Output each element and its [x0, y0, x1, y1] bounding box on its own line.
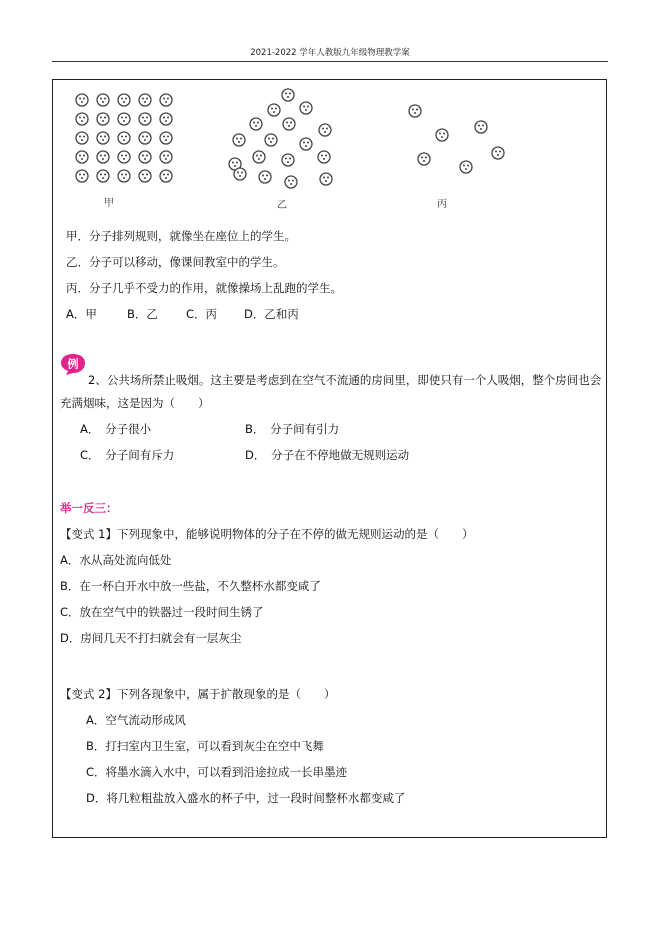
solid-molecule-5 — [160, 94, 172, 106]
solid-molecule-22 — [97, 170, 109, 182]
example-badge — [60, 352, 86, 376]
solid-molecules-grid — [76, 94, 172, 182]
liquid-molecule-8 — [265, 134, 277, 146]
gas-molecule-2 — [436, 129, 448, 141]
q2-stem-line2: 充满烟味，这是因为（ ） — [60, 396, 210, 410]
solid-molecule-25 — [160, 170, 172, 182]
figure-label-yi: 乙 — [277, 200, 287, 211]
solid-molecule-15 — [160, 132, 172, 144]
q2-option-d: D． 分子在不停地做无规则运动 — [245, 448, 410, 462]
solid-molecule-24 — [139, 170, 151, 182]
liquid-molecule-12 — [282, 154, 294, 166]
solid-molecule-20 — [160, 151, 172, 163]
solid-molecule-1 — [76, 94, 88, 106]
liquid-molecule-7 — [233, 134, 245, 146]
q1-statement-jia: 甲．分子排列规则，就像坐在座位上的学生。 — [66, 229, 296, 243]
practice-section-title: 举一反三： — [60, 501, 118, 515]
solid-molecule-6 — [76, 113, 88, 125]
liquid-molecule-13 — [318, 151, 330, 163]
page-header: 2021-2022 学年人教版九年级物理教学案 — [250, 48, 410, 58]
variant2-stem: 【变式 2】下列各现象中，属于扩散现象的是（ ） — [60, 687, 336, 701]
variant1-option-b: B．在一杯白开水中放一些盐，不久整杯水都变咸了 — [60, 579, 321, 593]
liquid-molecule-6 — [319, 124, 331, 136]
solid-molecule-3 — [118, 94, 130, 106]
solid-molecule-8 — [118, 113, 130, 125]
gas-molecule-6 — [492, 147, 504, 159]
variant2-option-b: B．打扫室内卫生室，可以看到灰尘在空中飞舞 — [86, 739, 324, 753]
gas-molecules-scatter — [409, 105, 504, 173]
q1-statement-yi: 乙．分子可以移动，像课间教室中的学生。 — [66, 255, 285, 269]
solid-molecule-18 — [118, 151, 130, 163]
variant2-option-d: D．将几粒粗盐放入盛水的杯子中，过一段时间整杯水都变咸了 — [86, 791, 406, 805]
variant2-option-a: A．空气流动形成风 — [86, 713, 186, 727]
solid-molecule-7 — [97, 113, 109, 125]
liquid-molecule-17 — [320, 173, 332, 185]
solid-molecule-4 — [139, 94, 151, 106]
liquid-molecule-14 — [234, 168, 246, 180]
solid-molecule-17 — [97, 151, 109, 163]
solid-molecule-14 — [139, 132, 151, 144]
q1-option-a: A．甲 — [66, 307, 97, 321]
liquid-molecule-9 — [300, 138, 312, 150]
solid-molecule-16 — [76, 151, 88, 163]
liquid-molecule-11 — [253, 151, 265, 163]
header-rule — [52, 61, 608, 62]
q2-option-a: A． 分子很小 — [80, 422, 152, 436]
gas-molecule-4 — [418, 153, 430, 165]
variant1-option-d: D．房间几天不打扫就会有一层灰尘 — [60, 631, 242, 645]
gas-molecule-1 — [409, 105, 421, 117]
variant1-option-c: C．放在空气中的铁器过一段时间生锈了 — [60, 605, 264, 619]
liquid-molecule-1 — [282, 89, 294, 101]
q2-option-b: B． 分子间有引力 — [245, 422, 340, 436]
molecule-arrangement-figure — [60, 82, 540, 217]
liquid-molecule-4 — [250, 118, 262, 130]
figure-label-jia: 甲 — [104, 198, 114, 209]
solid-molecule-12 — [97, 132, 109, 144]
liquid-molecule-16 — [285, 176, 297, 188]
liquid-molecule-15 — [259, 171, 271, 183]
liquid-molecule-5 — [283, 118, 295, 130]
solid-molecule-13 — [118, 132, 130, 144]
liquid-molecules-cluster — [229, 89, 332, 188]
solid-molecule-11 — [76, 132, 88, 144]
figure-label-bing: 丙 — [437, 199, 447, 210]
solid-molecule-10 — [160, 113, 172, 125]
variant1-stem: 【变式 1】下列现象中，能够说明物体的分子在不停的做无规则运动的是（ ） — [60, 527, 474, 541]
q1-option-c: C．丙 — [186, 307, 218, 321]
q1-statement-bing: 丙．分子几乎不受力的作用，就像操场上乱跑的学生。 — [66, 281, 342, 295]
q2-option-c: C． 分子间有斥力 — [80, 448, 175, 462]
solid-molecule-23 — [118, 170, 130, 182]
liquid-molecule-3 — [300, 102, 312, 114]
solid-molecule-19 — [139, 151, 151, 163]
solid-molecule-9 — [139, 113, 151, 125]
variant1-option-a: A．水从高处流向低处 — [60, 553, 172, 567]
example-badge-text: 例 — [67, 357, 79, 371]
variant2-option-c: C．将墨水滴入水中，可以看到沿途拉成一长串墨迹 — [86, 765, 348, 779]
gas-molecule-3 — [475, 121, 487, 133]
q1-option-b: B．乙 — [127, 307, 158, 321]
gas-molecule-5 — [460, 161, 472, 173]
solid-molecule-2 — [97, 94, 109, 106]
q1-option-d: D．乙和丙 — [244, 307, 299, 321]
liquid-molecule-2 — [268, 104, 280, 116]
q2-stem-line1: 2、公共场所禁止吸烟。这主要是考虑到在空气不流通的房间里，即使只有一个人吸烟，整个房间也会 — [88, 373, 602, 387]
solid-molecule-21 — [76, 170, 88, 182]
